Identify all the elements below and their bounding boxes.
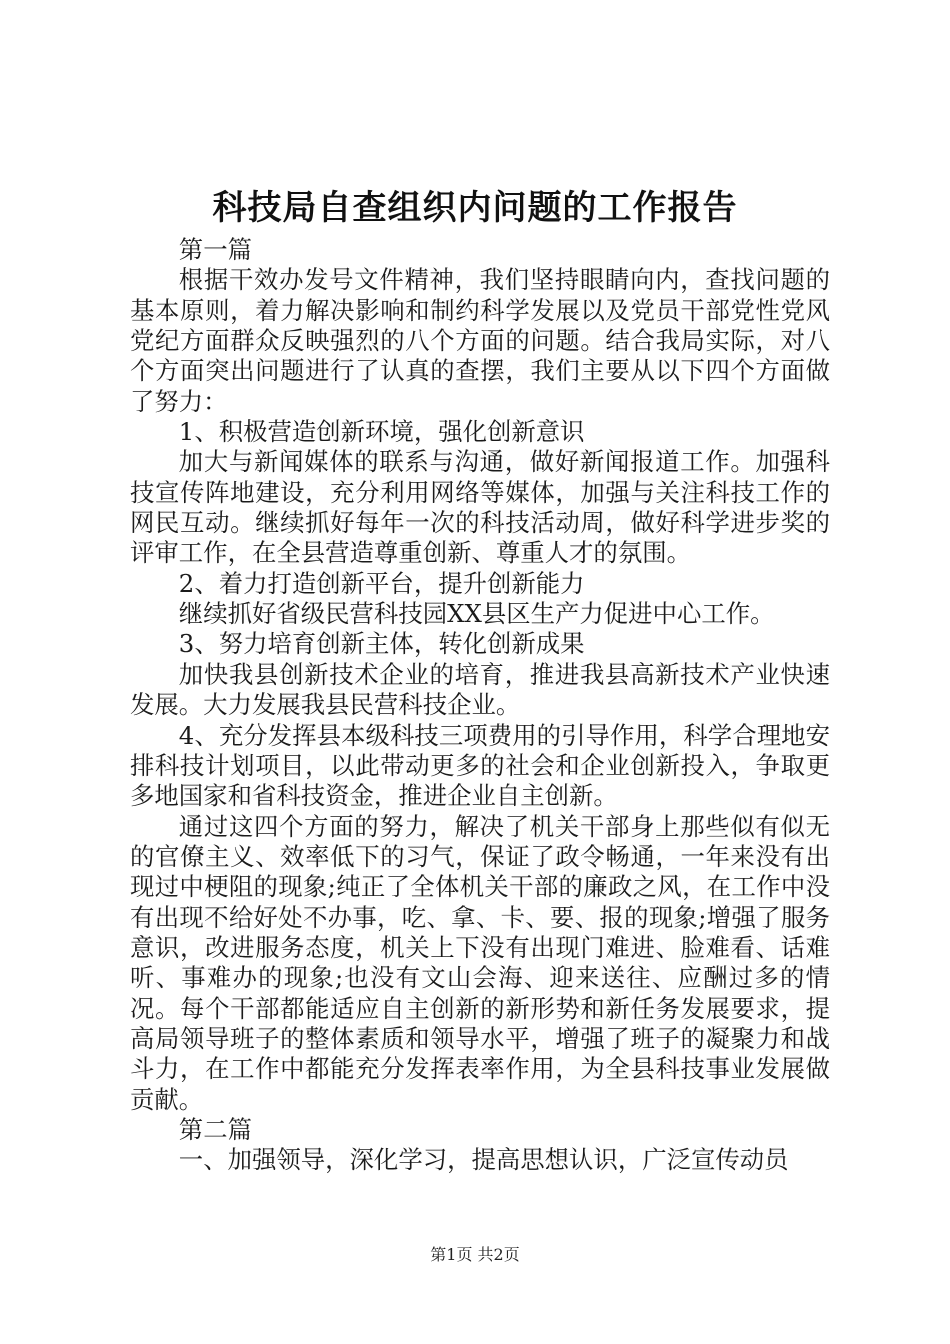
document-body	[130, 235, 830, 1176]
subheading-1: 1、积极营造创新环境，强化创新意识	[178, 417, 585, 447]
paragraph-intro: 根据干效办发号文件精神，我们坚持眼睛向内，查找问题的基本原则，着力解决影响和制约科学发展以及党员干部党性党风党纪方面群众反映强烈的八个方面的问题。结合我局实际，对八个方面突出问题进行了认真的查摆，我们主要从以下四个方面做了努力：	[130, 265, 830, 416]
subheading-section-2: 一、加强领导，深化学习，提高思想认识，广泛宣传动员	[178, 1145, 789, 1175]
paragraph-summary: 通过这四个方面的努力，解决了机关干部身上那些似有似无的官僚主义、效率低下的习气，保证了政令畅通，一年来没有出现过中梗阻的现象;纯正了全体机关干部的廉政之风，在工作中没有出现不给好处不办事，吃、拿、卡、要、报的现象;增强了服务意识，改进服务态度，机关上下没有出现门难进、脸难看、话难听、事难办的现象;也没有文山会海、迎来送往、应酬过多的情况。每个干部都能适应自主创新的新形势和新任务发展要求，提高局领导班子的整体素质和领导水平，增强了班子的凝聚力和战斗力，在工作中都能充分发挥表率作用，为全县科技事业发展做贡献。	[130, 811, 830, 1114]
document-title: 科技局自查组织内问题的工作报告	[212, 188, 738, 228]
paragraph-3: 加快我县创新技术企业的培育，推进我县高新技术产业快速发展。大力发展我县民营科技企业。	[130, 659, 830, 720]
subheading-3: 3、努力培育创新主体，转化创新成果	[178, 629, 585, 659]
paragraph-2: 继续抓好省级民营科技园XX县区生产力促进中心工作。	[178, 599, 775, 629]
subheading-2: 2、着力打造创新平台，提升创新能力	[178, 568, 585, 598]
page-number: 第1页 共2页	[430, 1245, 520, 1264]
section-heading-1: 第一篇	[178, 235, 252, 264]
paragraph-1: 加大与新闻媒体的联系与沟通，做好新闻报道工作。加强科技宣传阵地建设，充分利用网络等媒体，加强与关注科技工作的网民互动。继续抓好每年一次的科技活动周，做好科学进步奖的评审工作，在全县营造尊重创新、尊重人才的氛围。	[130, 447, 830, 568]
section-heading-2: 第二篇	[178, 1114, 252, 1144]
paragraph-4: 4、充分发挥县本级科技三项费用的引导作用，科学合理地安排科技计划项目，以此带动更多的社会和企业创新投入，争取更多地国家和省科技资金，推进企业自主创新。	[130, 720, 830, 811]
